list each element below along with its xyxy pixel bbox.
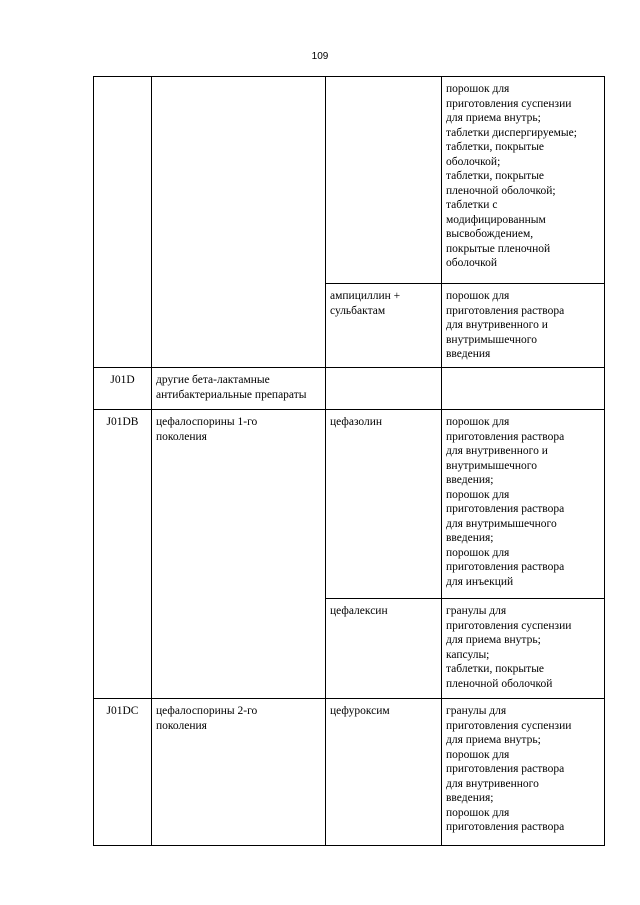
cell-text-line: антибактериальные препараты: [156, 388, 307, 401]
dosage-form-line: таблетки, покрытые: [446, 170, 545, 182]
dosage-form-line: приготовления суспензии: [446, 97, 572, 110]
dosage-form-line: приготовления раствора: [446, 430, 565, 443]
dosage-form-line: гранулы для: [446, 605, 507, 617]
dosage-form-line: приготовления суспензии: [446, 619, 572, 632]
atc-code-cell: J01DC: [94, 699, 152, 846]
dosage-form-line: таблетки диспергируемые;: [446, 126, 577, 139]
dosage-form-line: порошок для: [446, 488, 510, 501]
dosage-form-line: внутримышечного: [446, 333, 537, 346]
dosage-form-line: оболочкой: [446, 257, 498, 269]
dosage-form-line: введения: [446, 348, 491, 360]
dosage-form-line: приготовления раствора: [446, 763, 565, 775]
dosage-form-line: модифицированным: [446, 213, 546, 226]
cell-text-line: ампициллин +: [330, 290, 401, 302]
dosage-form-line: порошок для: [446, 748, 510, 761]
dosage-form-line: порошок для: [446, 546, 510, 559]
dosage-form-line: приготовления раствора: [446, 503, 565, 515]
forms-cell: [442, 368, 605, 410]
dosage-form-line: капсулы;: [446, 648, 490, 661]
dosage-form-line: гранулы для: [446, 705, 507, 717]
dosage-form-line: приготовления раствора: [446, 821, 565, 833]
dosage-form-line: покрытые пленочной: [446, 242, 551, 255]
forms-cell: [442, 699, 605, 846]
dosage-form-line: таблетки с: [446, 199, 498, 211]
atc-code-cell: J01D: [94, 368, 152, 410]
atc-code-cell: J01DB: [94, 410, 152, 699]
dosage-form-line: для внутримышечного: [446, 517, 557, 530]
dosage-form-line: пленочной оболочкой: [446, 677, 553, 690]
drug-cell: [326, 77, 442, 284]
page-number: 109: [311, 51, 329, 62]
dosage-form-line: приготовления суспензии: [446, 719, 572, 732]
dosage-form-line: пленочной оболочкой;: [446, 184, 556, 197]
table-row: [94, 410, 605, 599]
table-row: [94, 368, 605, 410]
dosage-form-line: таблетки, покрытые: [446, 663, 545, 675]
table-row: [94, 699, 605, 846]
drug-cell: цефазолин: [326, 410, 442, 599]
dosage-form-line: таблетки, покрытые: [446, 141, 545, 153]
dosage-form-line: приготовления раствора: [446, 304, 565, 317]
cell-text-line: цефалоспорины 1-го: [156, 416, 258, 428]
cell-text-line: поколения: [156, 719, 207, 732]
medication-table: [93, 76, 605, 846]
cell-text-line: другие бета-лактамные: [156, 374, 270, 386]
dosage-form-line: для внутривенного: [446, 777, 539, 790]
dosage-form-line: высвобождением,: [446, 228, 534, 240]
forms-cell: [442, 77, 605, 284]
cell-text-line: поколения: [156, 430, 207, 443]
dosage-form-line: для приема внутрь;: [446, 634, 541, 646]
dosage-form-line: для приема внутрь;: [446, 734, 541, 746]
dosage-form-line: введения;: [446, 792, 494, 804]
dosage-form-line: введения;: [446, 532, 494, 544]
dosage-form-line: внутримышечного: [446, 459, 537, 472]
forms-cell: [442, 599, 605, 699]
dosage-form-line: порошок для: [446, 290, 510, 302]
dosage-form-line: для внутривенного и: [446, 445, 548, 457]
group-cell: [152, 410, 326, 699]
atc-code-cell: [94, 77, 152, 368]
cell-text-line: цефалоспорины 2-го: [156, 705, 258, 717]
group-cell: [152, 77, 326, 368]
drug-cell: [326, 284, 442, 368]
dosage-form-line: порошок для: [446, 416, 510, 428]
table-row: [94, 77, 605, 284]
dosage-form-line: для приема внутрь;: [446, 112, 541, 124]
drug-cell: цефуроксим: [326, 699, 442, 846]
drug-cell: [326, 368, 442, 410]
forms-cell: [442, 410, 605, 599]
dosage-form-line: порошок для: [446, 83, 510, 95]
drug-cell: цефалексин: [326, 599, 442, 699]
dosage-form-line: приготовления раствора: [446, 561, 565, 573]
dosage-form-line: для инъекций: [446, 575, 514, 588]
group-cell: [152, 368, 326, 410]
dosage-form-line: порошок для: [446, 806, 510, 819]
dosage-form-line: оболочкой;: [446, 155, 501, 168]
dosage-form-line: для внутривенного и: [446, 319, 548, 331]
forms-cell: [442, 284, 605, 368]
group-cell: [152, 699, 326, 846]
cell-text-line: сульбактам: [330, 304, 386, 317]
dosage-form-line: введения;: [446, 474, 494, 486]
